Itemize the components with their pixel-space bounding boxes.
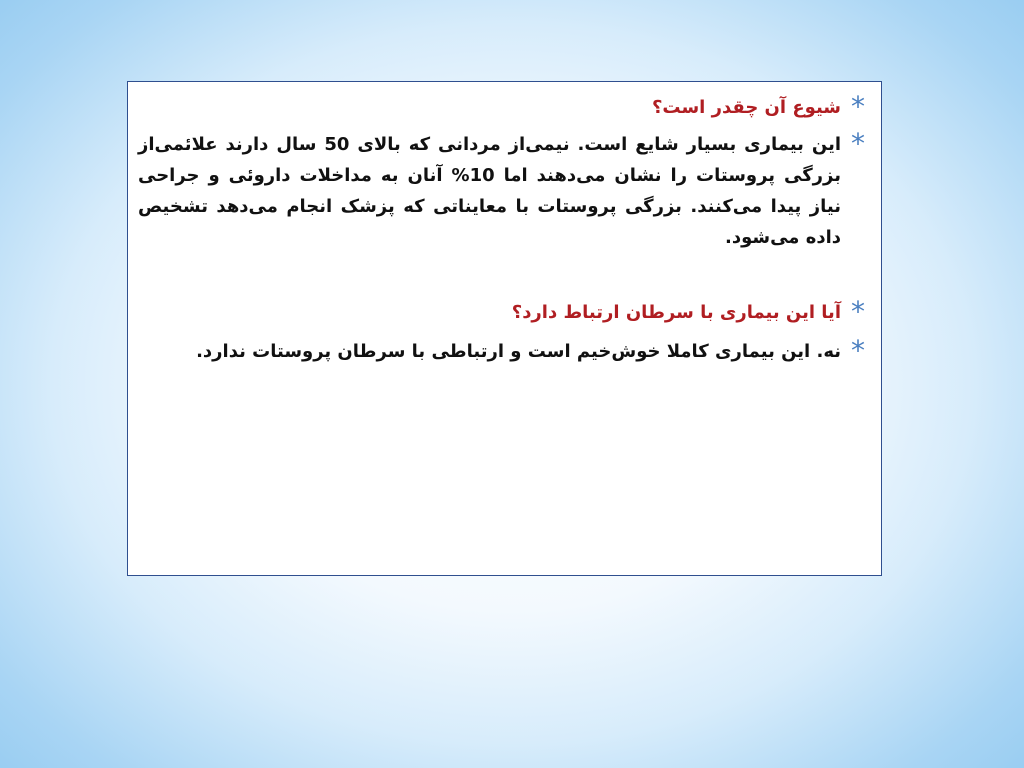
asterisk-bullet-icon: *	[851, 90, 865, 123]
answer-cancer-link-text: نه. این بیماری کاملا خوش‌خیم است و ارتباطی با سرطان پروستات ندارد.	[196, 341, 841, 362]
asterisk-bullet-icon: *	[851, 295, 865, 328]
question-prevalence-text: شیوع آن چقدر است؟	[651, 97, 841, 118]
asterisk-bullet-icon: *	[851, 334, 865, 367]
answer-cancer-link	[138, 336, 871, 367]
answer-prevalence	[138, 129, 871, 253]
question-cancer-link-text: آیا این بیماری با سرطان ارتباط دارد؟	[511, 302, 841, 323]
question-prevalence	[138, 92, 871, 123]
answer-prevalence-text: این بیماری بسیار شایع است. نیمی‌از مردانی که بالای 50 سال دارند علائمی‌از بزرگی پروستات را نشان می‌دهند اما 10% آنان به مداخلات داروئی و جراحی نیاز پیدا می‌کنند. بزرگی پروستات با معایناتی که پزشک انجام می‌دهد تشخیص داده می‌شود.	[138, 134, 841, 248]
asterisk-bullet-icon: *	[851, 127, 865, 160]
question-cancer-link	[138, 297, 871, 328]
content-box	[127, 81, 882, 576]
